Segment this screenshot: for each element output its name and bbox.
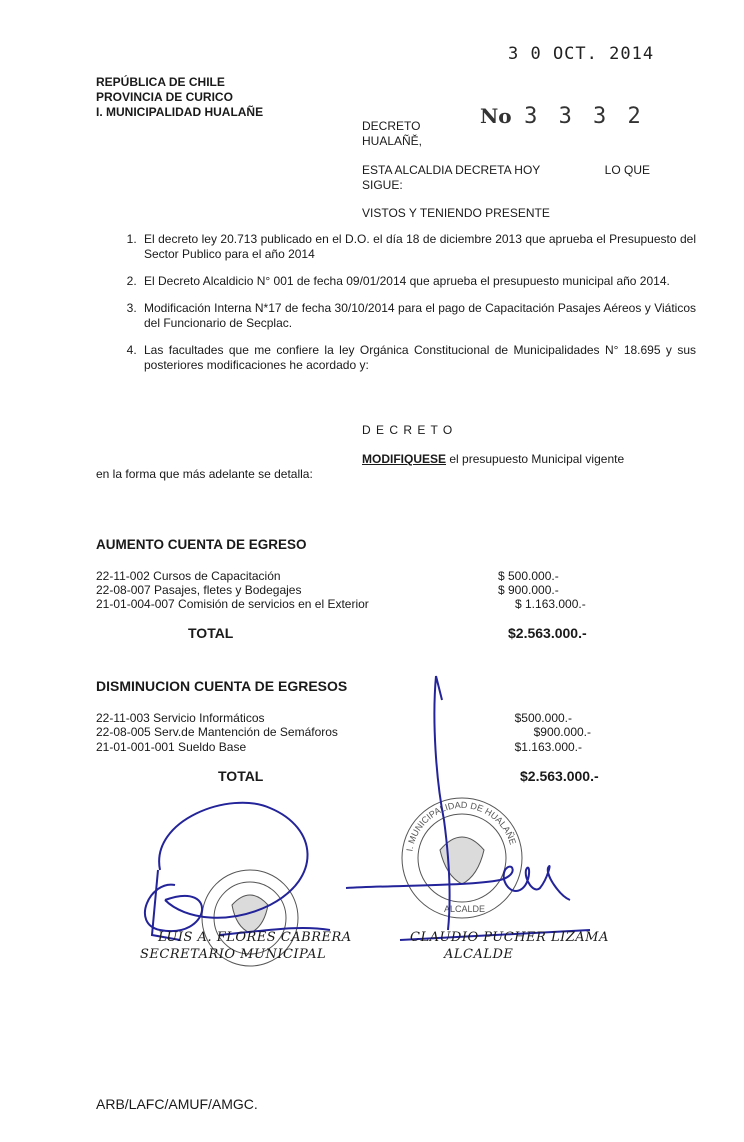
header-line-1: REPÚBLICA DE CHILE	[96, 75, 225, 89]
vistos-item: 3. Modificación Interna N*17 de fecha 30/10/2014 para el pago de Capacitación Pasajes Aéreos y Viáticos del Funcionario de Secplac.	[140, 301, 696, 331]
aumento-row-label: 22-08-007 Pasajes, fletes y Bodegajes	[96, 583, 302, 597]
header-line-3: I. MUNICIPALIDAD HUALAÑE	[96, 105, 264, 119]
disminucion-heading: DISMINUCION CUENTA DE EGRESOS	[96, 678, 348, 694]
modifiquese-line-2: en la forma que más adelante se detalla:	[96, 467, 313, 481]
decreto-heading: D E C R E T O	[362, 423, 454, 437]
decreta-right: LO QUE	[604, 163, 650, 177]
date-stamp: 3 0 OCT. 2014	[508, 44, 655, 64]
modifiquese-line	[362, 452, 650, 467]
decreta-block	[362, 163, 650, 193]
modifiquese-rest: el presupuesto Municipal vigente	[446, 452, 625, 466]
decreto-line: DECRETO	[362, 119, 421, 133]
decree-title-block	[362, 119, 422, 149]
aumento-row-amount: $ 900.000.-	[498, 583, 559, 597]
left-signatory-name: LUIS A. FLORES CABRERA	[158, 930, 352, 945]
seal-alcalde: ALCALDE	[444, 904, 486, 914]
vistos-item: 1. El decreto ley 20.713 publicado en el D.O. el día 18 de diciembre 2013 que aprueba el Presupuesto del Sector Publico para el año 2014	[140, 232, 696, 262]
disminucion-total-label: TOTAL	[218, 768, 264, 784]
right-seal	[402, 798, 522, 918]
vistos-heading: VISTOS Y TENIENDO PRESENTE	[362, 206, 550, 220]
aumento-row-amount: $ 1.163.000.-	[515, 597, 586, 611]
decreta-text: ESTA ALCALDIA DECRETA HOY	[362, 163, 541, 177]
disminucion-row-label: 21-01-001-001 Sueldo Base	[96, 740, 247, 754]
aumento-row-label: 21-01-004-007 Comisión de servicios en el Exterior	[96, 597, 369, 611]
aumento-heading: AUMENTO CUENTA DE EGRESO	[96, 537, 307, 552]
institution-header	[96, 75, 263, 120]
disminucion-row-amount: $900.000.-	[533, 725, 591, 739]
modifiquese-word: MODIFIQUESE	[362, 452, 447, 466]
left-signatory-title: SECRETARIO MUNICIPAL	[140, 947, 327, 962]
decree-number: 3 3 3 2	[524, 104, 645, 129]
vistos-list	[96, 232, 696, 385]
vistos-item: 2. El Decreto Alcaldicio N° 001 de fecha 09/01/2014 que aprueba el presupuesto municipal año 2014.	[140, 274, 696, 289]
footer-initials: ARB/LAFC/AMUF/AMGC.	[96, 1096, 258, 1112]
disminucion-total-amount: $2.563.000.-	[520, 768, 599, 784]
right-signatory-title: ALCALDE	[444, 947, 514, 962]
place-line: HUALAÑĚ,	[362, 134, 423, 148]
header-line-2: PROVINCIA DE CURICO	[96, 90, 233, 104]
seal-text: I. MUNICIPALIDAD DE HUALAÑE	[404, 799, 519, 853]
disminucion-row-label: 22-08-005 Serv.de Mantención de Semáforos	[96, 725, 338, 739]
aumento-row-amount: $ 500.000.-	[498, 569, 559, 583]
aumento-total-amount: $2.563.000.-	[508, 625, 587, 641]
disminucion-row-amount: $1.163.000.-	[514, 740, 582, 754]
sigue-text: SIGUE:	[362, 178, 403, 192]
left-signature	[145, 803, 330, 940]
right-signatory-name: CLAUDIO PUCHER LIZAMA	[410, 930, 609, 945]
disminucion-row-amount: $500.000.-	[514, 711, 572, 725]
number-prefix: No	[480, 104, 512, 128]
aumento-total-label: TOTAL	[188, 625, 234, 641]
aumento-row-label: 22-11-002 Cursos de Capacitación	[96, 569, 281, 583]
decree-number-stamp	[480, 104, 645, 129]
disminucion-row-label: 22-11-003 Servicio Informáticos	[96, 711, 265, 725]
vistos-item: 4. Las facultades que me confiere la ley Orgánica Constitucional de Municipalidades N° 18.695 y sus posteriores modificaciones he acordado y:	[140, 343, 696, 373]
